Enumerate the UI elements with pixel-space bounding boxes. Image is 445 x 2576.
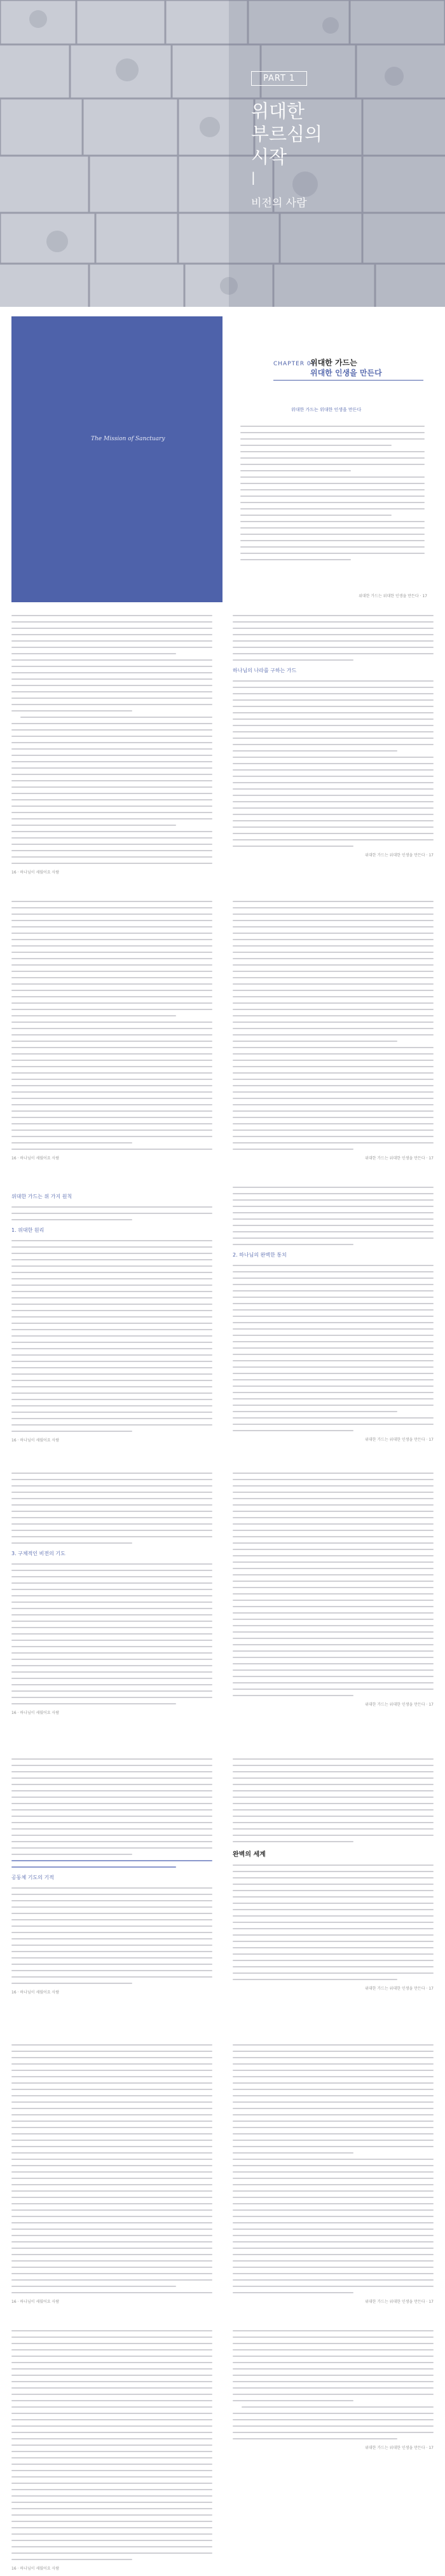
page-number: 위대한 가드는 위대한 인생을 만든다 · 17 xyxy=(365,1438,434,1442)
text-page xyxy=(11,2044,212,2304)
text-page xyxy=(11,2330,212,2571)
text-page xyxy=(233,1187,434,1442)
chapter-blue-panel xyxy=(11,316,222,602)
part-label: PART 1 xyxy=(251,71,307,86)
chapter-title-line1: 위대한 가드는 xyxy=(310,358,357,367)
text-spread-6 xyxy=(11,1758,434,2025)
page-number: 위대한 가드는 위대한 인생을 만든다 · 17 xyxy=(365,1703,434,1707)
text-page xyxy=(11,901,212,1161)
text-spread-3 xyxy=(11,901,434,1168)
text-spread-7 xyxy=(11,2044,434,2311)
cover-subtitle: 비전의 사람 xyxy=(251,197,307,210)
section-heading: 하나님의 나라를 구하는 가드 xyxy=(233,668,297,673)
chapter-label: CHAPTER 01 xyxy=(273,361,316,367)
page-number: 위대한 가드는 위대한 인생을 만든다 · 17 xyxy=(365,853,434,858)
page-number: 16 · 하나님이 세웠어요 사람 xyxy=(11,2300,60,2304)
text-page xyxy=(233,1473,434,1707)
page-number: 16 · 하나님이 세웠어요 사람 xyxy=(11,870,60,875)
page-number: 위대한 가드는 위대한 인생을 만든다 · 17 xyxy=(365,1156,434,1161)
cover-title-line1: 위대한 xyxy=(251,100,305,122)
page-number: 위대한 가드는 위대한 인생을 만든다 · 17 xyxy=(359,594,427,598)
section-heading: 완벽의 세계 xyxy=(233,1851,266,1858)
page-number: 16 · 하나님이 세웠어요 사람 xyxy=(11,1156,60,1161)
chapter-title-line2: 위대한 인생을 만든다 xyxy=(310,368,382,377)
text-spread-4 xyxy=(11,1187,434,1453)
text-page xyxy=(11,1758,212,1995)
page-number: 16 · 하나님이 세웠어요 사람 xyxy=(11,1711,60,1715)
text-page xyxy=(233,615,434,858)
chapter-body-text xyxy=(240,426,425,565)
section-heading: 2. 하나님의 완벽한 통치 xyxy=(233,1252,287,1258)
page-number: 위대한 가드는 위대한 인생을 만든다 · 17 xyxy=(365,2300,434,2304)
section-heading: 위대한 가드는 위 가지 원칙 xyxy=(11,1194,72,1199)
text-spread-5 xyxy=(11,1473,434,1739)
cover-title-line2: 부르심의 xyxy=(251,123,323,145)
cover-title-line3: 시작 xyxy=(251,146,287,168)
text-page xyxy=(11,1187,212,1443)
text-spread-8 xyxy=(11,2330,434,2572)
page-number: 16 · 하나님이 세웠어요 사람 xyxy=(11,1990,60,1995)
chapter-rule xyxy=(273,380,423,381)
text-spread-2 xyxy=(11,615,434,882)
page-number: 위대한 가드는 위대한 인생을 만든다 · 17 xyxy=(365,1986,434,1991)
text-page xyxy=(11,1473,212,1715)
cover-text xyxy=(251,71,416,210)
section-heading: 1. 위대한 원리 xyxy=(11,1227,44,1233)
page-number: 위대한 가드는 위대한 인생을 만든다 · 17 xyxy=(365,2446,434,2450)
chapter-title-page xyxy=(228,316,434,602)
chapter-bookmark: The Mission of Sanctuary xyxy=(91,436,165,442)
text-page xyxy=(233,1758,434,1991)
page-number: 16 · 하나님이 세웠어요 사람 xyxy=(11,2566,60,2571)
section-heading: 공동체 기도의 기적 xyxy=(11,1875,54,1880)
text-page xyxy=(233,2330,434,2450)
chapter-spread xyxy=(11,316,434,602)
text-page xyxy=(233,901,434,1161)
cover-divider: | xyxy=(251,170,256,185)
section-heading: 3. 구체적인 비전의 기도 xyxy=(11,1551,65,1556)
text-page xyxy=(233,2044,434,2304)
cover-image xyxy=(0,0,445,307)
cover-title xyxy=(251,100,416,168)
chapter-quote: 위대한 가드는 위대한 인생을 만든다 xyxy=(291,407,362,412)
text-page xyxy=(11,615,212,875)
page-number: 16 · 하나님이 세웠어요 사람 xyxy=(11,1438,60,1443)
